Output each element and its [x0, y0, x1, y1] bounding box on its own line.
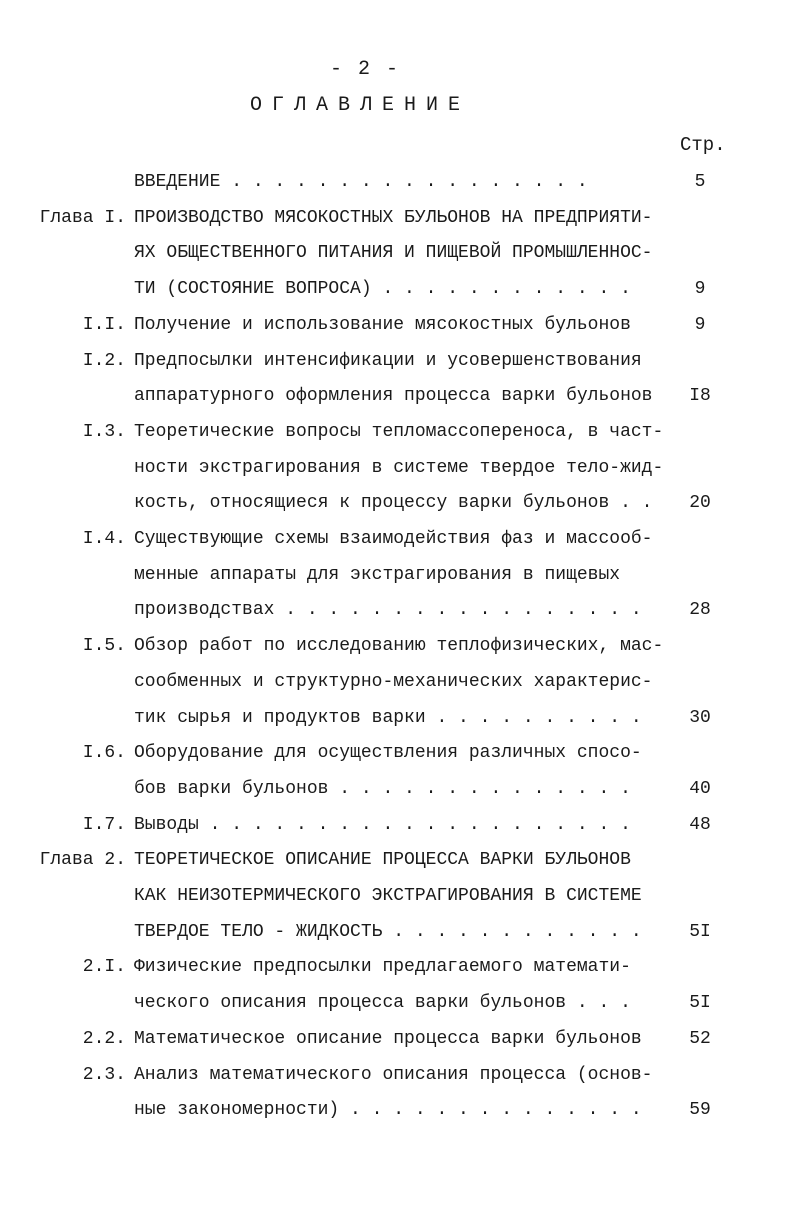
- toc-entry-line: Предпосылки интенсификации и усовершенствования: [134, 350, 642, 371]
- toc-entry-line: ТИ (СОСТОЯНИЕ ВОПРОСА) . . . . . . . . . . . .: [134, 279, 631, 300]
- toc-entry-page: 52: [689, 1028, 711, 1049]
- toc-entry-line: Выводы . . . . . . . . . . . . . . . . . . . .: [134, 814, 631, 835]
- toc-entry-line: ТЕОРЕТИЧЕСКОЕ ОПИСАНИЕ ПРОЦЕССА ВАРКИ БУЛЬОНОВ: [134, 850, 631, 871]
- toc-entry-label: I.2.: [82, 350, 126, 371]
- toc-entry-line: ЯХ ОБЩЕСТВЕННОГО ПИТАНИЯ И ПИЩЕВОЙ ПРОМЫШЛЕННОС-: [134, 243, 653, 264]
- toc-entry-label: I.I.: [82, 314, 126, 335]
- toc-entry-line: сообменных и структурно-механических характерис-: [134, 671, 653, 692]
- toc-entry-label: I.5.: [82, 636, 126, 657]
- toc-entry-line: бов варки бульонов . . . . . . . . . . . . . .: [134, 778, 631, 799]
- toc-entry-page: 40: [689, 778, 711, 799]
- toc-entry-label: I.3.: [82, 421, 126, 442]
- toc-entry-page: 28: [689, 600, 711, 621]
- page-title: ОГЛАВЛЕНИЕ: [249, 94, 471, 117]
- toc-entry-page: 30: [689, 707, 711, 728]
- toc-entry-line: Физические предпосылки предлагаемого математи-: [134, 957, 631, 978]
- toc-entry-line: Обзор работ по исследованию теплофизических, мас-: [134, 636, 664, 657]
- toc-entry-page: 20: [689, 493, 711, 514]
- toc-entry-page: 5: [694, 172, 706, 192]
- toc-entry-line: Математическое описание процесса варки бульонов: [134, 1028, 642, 1049]
- toc-entry-line: менные аппараты для экстрагирования в пищевых: [134, 564, 621, 585]
- toc-entry-line: кость, относящиеся к процессу варки бульонов . .: [134, 493, 653, 514]
- toc-entry-line: Получение и использование мясокостных бульонов: [134, 314, 631, 335]
- toc-entry-label: I.4.: [82, 529, 126, 549]
- toc-entry-line: Теоретические вопросы тепломассопереноса, в част-: [134, 421, 664, 442]
- toc-entry-label: I.6.: [82, 743, 126, 764]
- toc-entry-line: ТВЕРДОЕ ТЕЛО - ЖИДКОСТЬ . . . . . . . . . . . .: [134, 921, 642, 942]
- toc-entry-line: ные закономерности) . . . . . . . . . . . . . .: [134, 1100, 642, 1121]
- toc-entry-line: аппаратурного оформления процесса варки бульонов: [134, 386, 653, 407]
- toc-entry-line: ВВЕДЕНИЕ . . . . . . . . . . . . . . . . .: [134, 172, 588, 192]
- toc-entry-label: Глава I.: [39, 207, 126, 228]
- toc-entry-label: Глава 2.: [39, 850, 126, 871]
- toc-entry-page: 9: [694, 279, 706, 300]
- toc-entry-line: Оборудование для осуществления различных спосо-: [134, 743, 642, 764]
- toc-entry-line: ности экстрагирования в системе твердое тело-жид-: [134, 457, 664, 478]
- toc-entry-page: 5I: [689, 921, 711, 942]
- toc-entry-page: 9: [694, 314, 706, 335]
- toc-entry-label: 2.3.: [82, 1064, 126, 1085]
- toc-entry-label: 2.I.: [82, 957, 126, 978]
- toc-entry-line: Существующие схемы взаимодействия фаз и массооб-: [134, 529, 653, 549]
- toc-entry-page: 48: [689, 814, 711, 835]
- toc-entry-line: ческого описания процесса варки бульонов . . .: [134, 993, 631, 1014]
- page-number: - 2 -: [329, 58, 400, 81]
- page-column-header: Стр.: [680, 134, 726, 156]
- toc-entry-label: 2.2.: [82, 1028, 126, 1049]
- toc-entry-label: I.7.: [82, 814, 126, 835]
- toc-entry-page: I8: [689, 386, 711, 407]
- toc-entry-line: КАК НЕИЗОТЕРМИЧЕСКОГО ЭКСТРАГИРОВАНИЯ В СИСТЕМЕ: [134, 886, 642, 906]
- toc-entry-line: тик сырья и продуктов варки . . . . . . . . . .: [134, 707, 642, 728]
- toc-entry-line: ПРОИЗВОДСТВО МЯСОКОСТНЫХ БУЛЬОНОВ НА ПРЕДПРИЯТИ-: [134, 207, 653, 228]
- toc-entry-page: 5I: [689, 993, 711, 1014]
- toc-entry-page: 59: [689, 1100, 711, 1121]
- toc-entry-line: Анализ математического описания процесса (основ-: [134, 1064, 653, 1085]
- toc-entry-line: производствах . . . . . . . . . . . . . . . . .: [134, 600, 642, 621]
